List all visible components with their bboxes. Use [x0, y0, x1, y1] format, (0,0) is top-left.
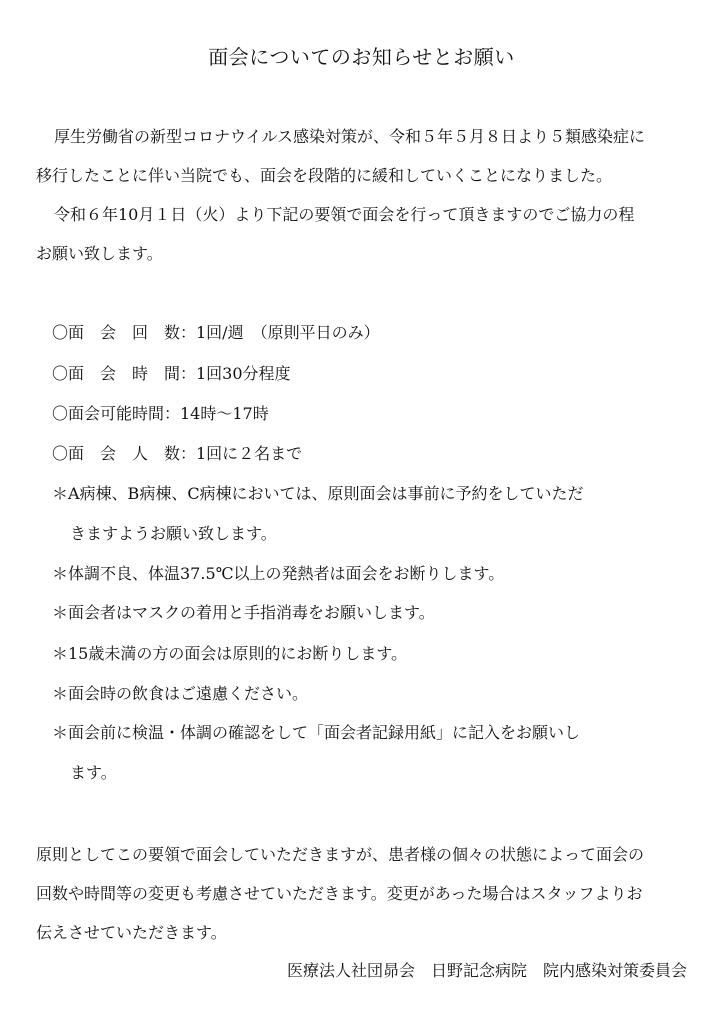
- intro-paragraph-line: 厚生労働省の新型コロナウイルス感染対策が、令和５年５月８日より５類感染症に: [54, 127, 646, 146]
- intro-paragraph-line: 移行したことに伴い当院でも、面会を段階的に緩和していくことになりました。: [36, 166, 613, 185]
- visit-hours-item: 〇面会可能時間：14時～17時: [52, 404, 269, 423]
- closing-paragraph-line: 原則としてこの要領で面会していただきますが、患者様の個々の状態によって面会の: [36, 845, 645, 864]
- visit-frequency-item: 〇面 会 回 数：1回/週 （原則平日のみ）: [52, 323, 380, 342]
- visit-duration-item: 〇面 会 時 間：1回30分程度: [52, 364, 291, 383]
- note-mask: ＊面会者はマスクの着用と手指消毒をお願いします。: [52, 603, 435, 622]
- document-title: 面会についてのお知らせとお願い: [208, 45, 515, 69]
- note-age: ＊15歳未満の方の面会は原則的にお断りします。: [52, 644, 408, 663]
- intro-paragraph-line: 令和６年10月１日（火）より下記の要領で面会を行って頂きますのでご協力の程: [54, 205, 635, 224]
- closing-paragraph-line: 回数や時間等の変更も考慮させていただきます。変更があった場合はスタッフよりお: [36, 884, 643, 903]
- intro-paragraph-line: お願い致します。: [36, 244, 163, 263]
- note-fever: ＊体調不良、体温37.5℃以上の発熱者は面会をお断りします。: [52, 564, 505, 583]
- visitor-count-item: 〇面 会 人 数：1回に２名まで: [52, 444, 303, 463]
- note-food: ＊面会時の飲食はご遠慮ください。: [52, 684, 309, 703]
- note-reservation-continued: きますようお願い致します。: [70, 524, 277, 543]
- note-record-form: ＊面会前に検温・体調の確認をして「面会者記録用紙」に記入をお願いし: [52, 723, 581, 742]
- signature: 医療法人社団昴会 日野記念病院 院内感染対策委員会: [286, 961, 687, 980]
- note-reservation: ＊A病棟、B病棟、C病棟においては、原則面会は事前に予約をしていただ: [52, 484, 584, 503]
- closing-paragraph-line: 伝えさせていただきます。: [36, 923, 227, 942]
- note-record-form-continued: ます。: [70, 763, 117, 782]
